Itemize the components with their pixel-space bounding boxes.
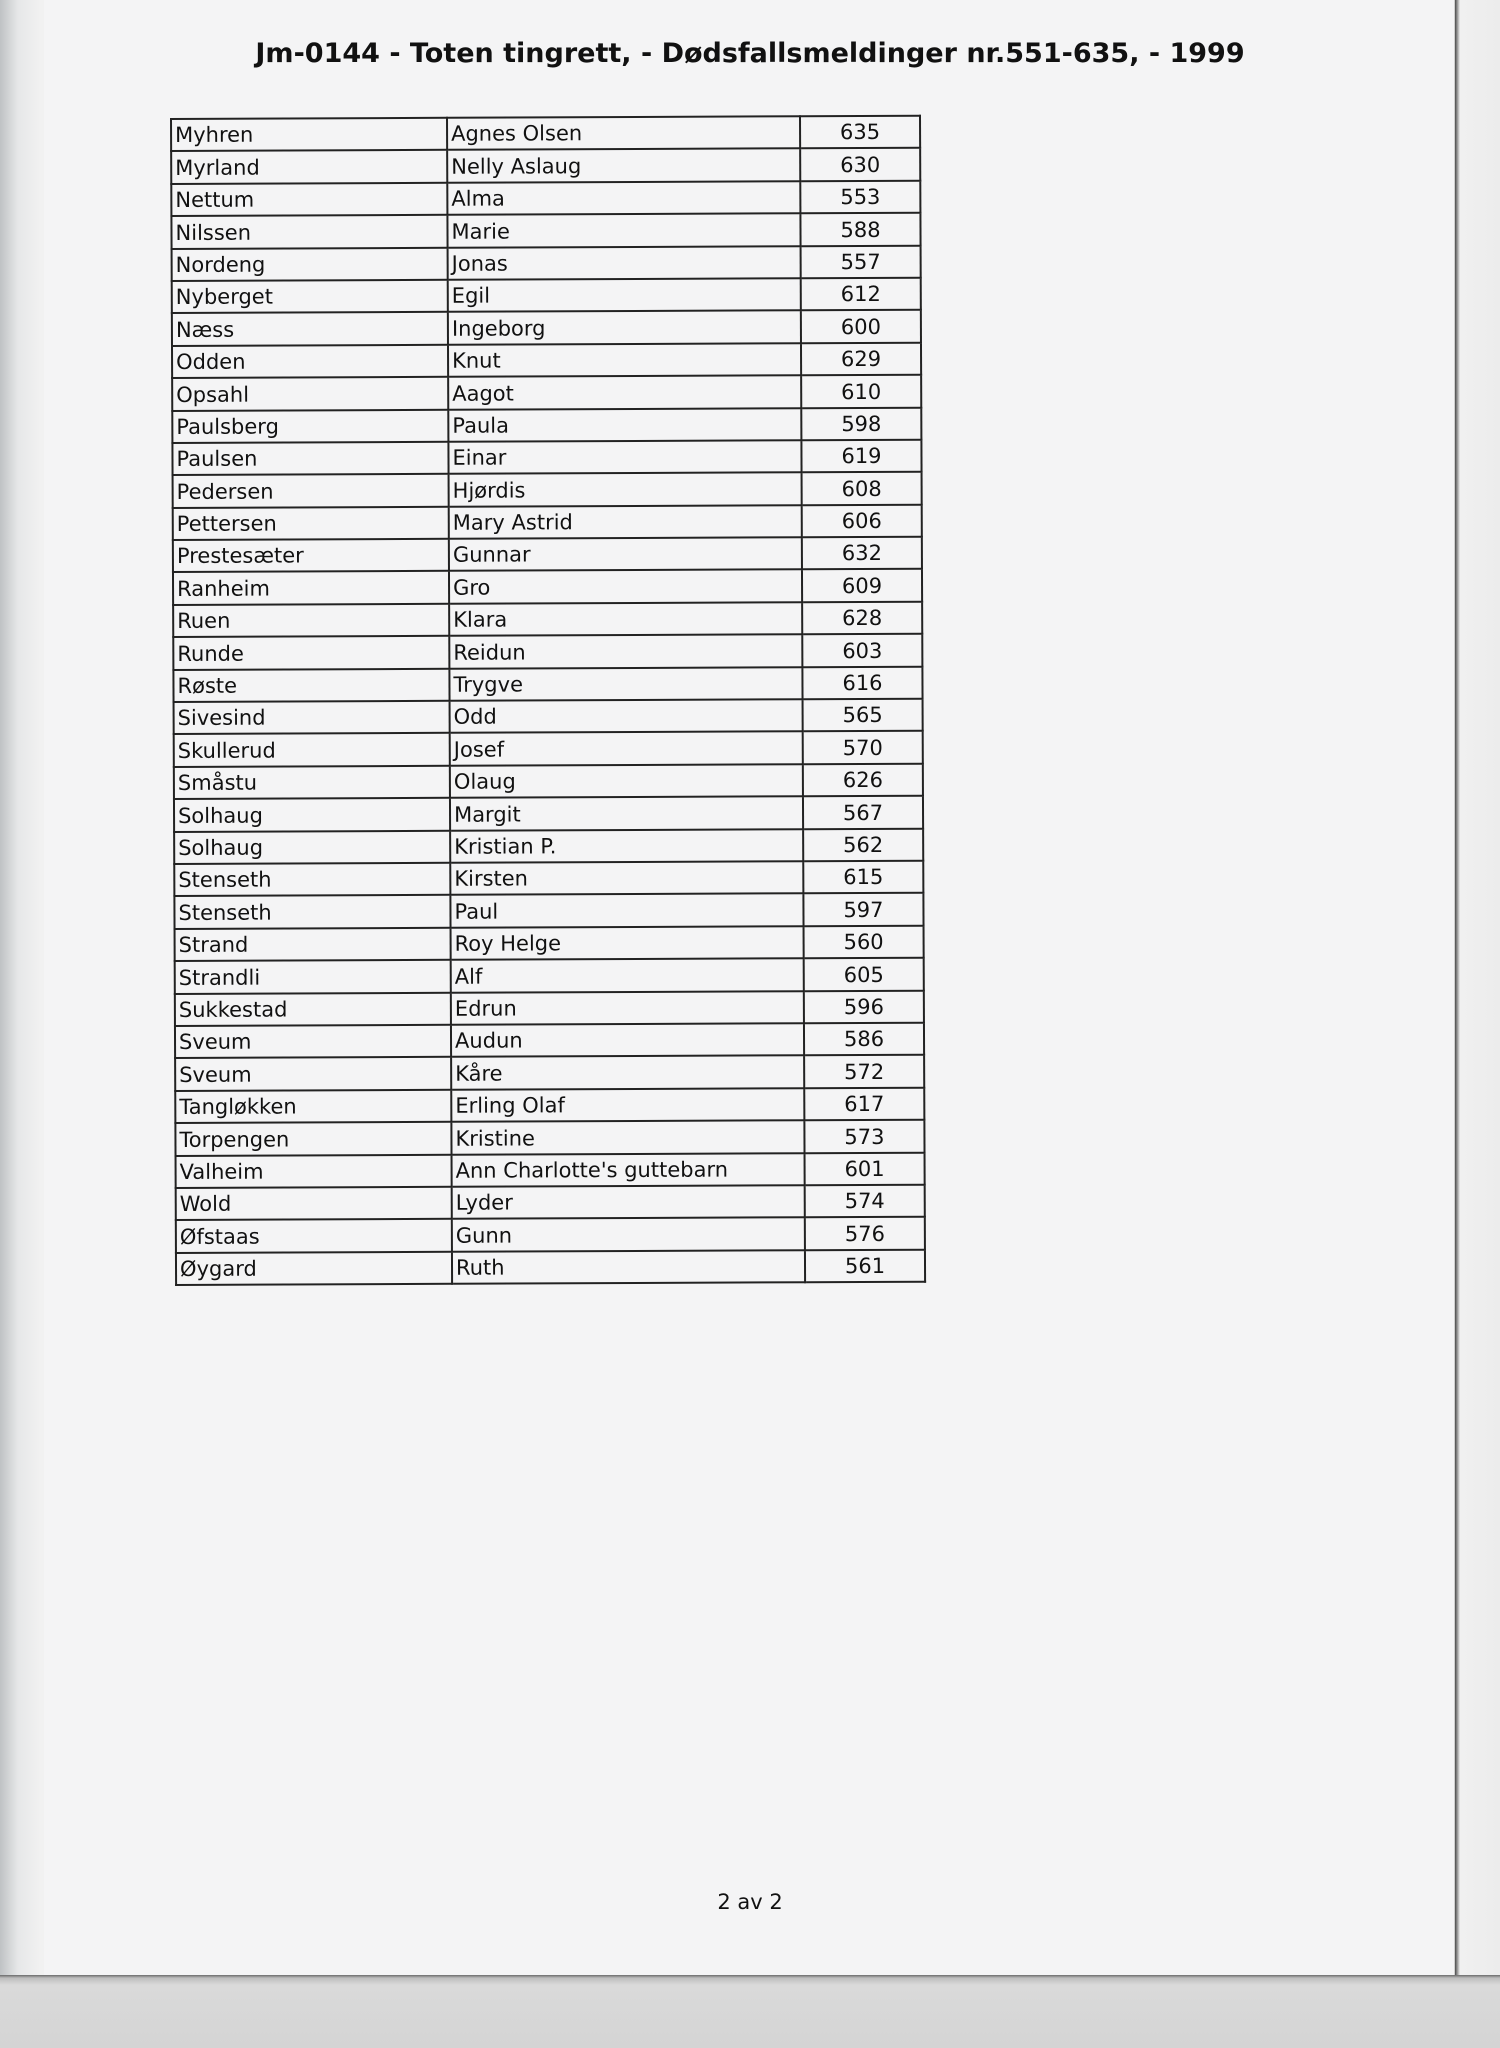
surname-cell: Skullerud	[174, 733, 450, 767]
number-cell: 628	[802, 602, 922, 635]
firstname-cell: Jonas	[448, 246, 801, 280]
number-cell: 609	[802, 569, 922, 602]
table-row	[174, 796, 923, 832]
surname-cell: Stenseth	[174, 895, 450, 929]
number-cell: 586	[804, 1023, 924, 1056]
table-row	[173, 504, 922, 540]
surname-cell: Nordeng	[172, 247, 448, 281]
firstname-cell: Ingeborg	[448, 311, 801, 345]
number-cell: 570	[803, 731, 923, 764]
table-row	[175, 1055, 924, 1091]
number-cell: 603	[802, 634, 922, 667]
surname-cell: Myrland	[171, 150, 447, 184]
surname-cell: Sveum	[175, 1025, 451, 1059]
table-row	[174, 828, 923, 864]
table-row	[172, 310, 921, 346]
table-row	[173, 472, 922, 508]
surname-cell: Myhren	[171, 118, 447, 152]
number-cell: 574	[805, 1185, 925, 1218]
number-cell: 560	[804, 925, 924, 958]
surname-cell: Nettum	[171, 183, 447, 217]
firstname-cell: Gunn	[452, 1218, 805, 1252]
firstname-cell: Einar	[448, 440, 801, 474]
number-cell: 565	[803, 699, 923, 732]
surname-cell: Sveum	[175, 1057, 451, 1091]
surname-cell: Runde	[173, 636, 449, 670]
firstname-cell: Reidun	[449, 634, 802, 668]
scan-edge-bottom	[0, 1975, 1500, 2048]
table-row	[174, 861, 923, 897]
number-cell: 612	[801, 278, 921, 311]
surname-cell: Odden	[172, 345, 448, 379]
table-row	[173, 634, 922, 670]
number-cell: 606	[802, 504, 922, 537]
surname-cell: Torpengen	[175, 1122, 451, 1156]
number-cell: 588	[800, 213, 920, 246]
number-cell: 572	[804, 1055, 924, 1088]
number-cell: 600	[801, 310, 921, 343]
firstname-cell: Gunnar	[449, 537, 802, 571]
number-cell: 576	[805, 1217, 925, 1250]
page-number: 2 av 2	[717, 1890, 783, 1914]
table-row	[172, 375, 921, 411]
table-row	[172, 278, 921, 314]
table-row	[172, 342, 921, 378]
table-row	[175, 1023, 924, 1059]
table-row	[173, 602, 922, 638]
firstname-cell: Olaug	[450, 764, 803, 798]
surname-cell: Øygard	[176, 1251, 452, 1285]
table-row	[172, 440, 921, 476]
table-row	[175, 990, 924, 1026]
firstname-cell: Kristine	[451, 1120, 804, 1154]
firstname-cell: Ann Charlotte's guttebarn	[452, 1153, 805, 1187]
surname-cell: Ranheim	[173, 571, 449, 605]
firstname-cell: Erling Olaf	[451, 1088, 804, 1122]
firstname-cell: Margit	[450, 796, 803, 830]
firstname-cell: Hjørdis	[449, 473, 802, 507]
surname-cell: Paulsen	[172, 442, 448, 476]
number-cell: 630	[800, 148, 920, 181]
number-cell: 557	[801, 245, 921, 278]
number-cell: 635	[800, 116, 920, 149]
number-cell: 601	[805, 1152, 925, 1185]
surname-cell: Pedersen	[173, 474, 449, 508]
firstname-cell: Klara	[449, 602, 802, 636]
surname-cell: Valheim	[176, 1154, 452, 1188]
firstname-cell: Lyder	[452, 1185, 805, 1219]
surname-cell: Sivesind	[174, 701, 450, 735]
number-cell: 562	[803, 828, 923, 861]
table-row	[176, 1217, 925, 1253]
firstname-cell: Edrun	[451, 991, 804, 1025]
number-cell: 553	[800, 181, 920, 214]
number-cell: 610	[801, 375, 921, 408]
firstname-cell: Ruth	[452, 1250, 805, 1284]
surname-cell: Prestesæter	[173, 539, 449, 573]
table-row	[171, 148, 920, 184]
page-title: Jm-0144 - Toten tingrett, - Dødsfallsmeldinger nr.551-635, - 1999	[255, 38, 1245, 69]
number-cell: 626	[803, 764, 923, 797]
firstname-cell: Kåre	[451, 1056, 804, 1090]
number-cell: 616	[802, 666, 922, 699]
firstname-cell: Aagot	[448, 375, 801, 409]
surname-cell: Røste	[173, 668, 449, 702]
number-cell: 629	[801, 342, 921, 375]
surname-cell: Nilssen	[171, 215, 447, 249]
table-row	[171, 213, 920, 249]
surname-cell: Strandli	[175, 960, 451, 994]
table-row	[174, 731, 923, 767]
firstname-cell: Kirsten	[450, 861, 803, 895]
table-row	[174, 764, 923, 800]
table-row	[173, 666, 922, 702]
table-row	[174, 893, 923, 929]
table-row	[175, 1120, 924, 1156]
table-row	[176, 1152, 925, 1188]
firstname-cell: Marie	[447, 213, 800, 247]
surname-cell: Småstu	[174, 766, 450, 800]
surname-cell: Solhaug	[174, 798, 450, 832]
surname-cell: Sukkestad	[175, 992, 451, 1026]
firstname-cell: Alma	[447, 181, 800, 215]
firstname-cell: Mary Astrid	[449, 505, 802, 539]
firstname-cell: Kristian P.	[450, 829, 803, 863]
surname-cell: Nyberget	[172, 280, 448, 314]
surname-cell: Solhaug	[174, 830, 450, 864]
table-row	[173, 569, 922, 605]
firstname-cell: Trygve	[449, 667, 802, 701]
table-row	[175, 958, 924, 994]
scan-edge-right	[1455, 0, 1500, 2048]
table-row	[171, 181, 920, 217]
firstname-cell: Egil	[448, 278, 801, 312]
surname-cell: Ruen	[173, 604, 449, 638]
number-cell: 561	[805, 1249, 925, 1282]
surname-cell: Opsahl	[172, 377, 448, 411]
firstname-cell: Agnes Olsen	[447, 116, 800, 150]
surname-cell: Strand	[175, 928, 451, 962]
table-row	[172, 407, 921, 443]
number-cell: 596	[804, 990, 924, 1023]
number-cell: 567	[803, 796, 923, 829]
table-row	[172, 245, 921, 281]
firstname-cell: Gro	[449, 570, 802, 604]
table-row	[174, 699, 923, 735]
number-cell: 608	[802, 472, 922, 505]
number-cell: 605	[804, 958, 924, 991]
number-cell: 619	[801, 440, 921, 473]
table-body	[171, 116, 925, 1285]
number-cell: 597	[803, 893, 923, 926]
surname-cell: Stenseth	[174, 863, 450, 897]
surname-cell: Næss	[172, 312, 448, 346]
firstname-cell: Odd	[450, 699, 803, 733]
table-row	[176, 1249, 925, 1285]
table-row	[175, 1087, 924, 1123]
firstname-cell: Paula	[448, 408, 801, 442]
number-cell: 598	[801, 407, 921, 440]
table-row	[173, 537, 922, 573]
table-row	[176, 1185, 925, 1221]
surname-cell: Øfstaas	[176, 1219, 452, 1253]
table-row	[175, 925, 924, 961]
firstname-cell: Nelly Aslaug	[447, 149, 800, 183]
number-cell: 632	[802, 537, 922, 570]
number-cell: 617	[804, 1087, 924, 1120]
surname-cell: Wold	[176, 1187, 452, 1221]
death-notice-table	[170, 115, 926, 1286]
firstname-cell: Josef	[450, 732, 803, 766]
surname-cell: Tangløkken	[175, 1090, 451, 1124]
number-cell: 573	[804, 1120, 924, 1153]
surname-cell: Paulsberg	[172, 409, 448, 443]
firstname-cell: Alf	[451, 958, 804, 992]
firstname-cell: Knut	[448, 343, 801, 377]
firstname-cell: Paul	[450, 894, 803, 928]
table-row	[171, 116, 920, 152]
surname-cell: Pettersen	[173, 506, 449, 540]
number-cell: 615	[803, 861, 923, 894]
firstname-cell: Roy Helge	[451, 926, 804, 960]
firstname-cell: Audun	[451, 1023, 804, 1057]
